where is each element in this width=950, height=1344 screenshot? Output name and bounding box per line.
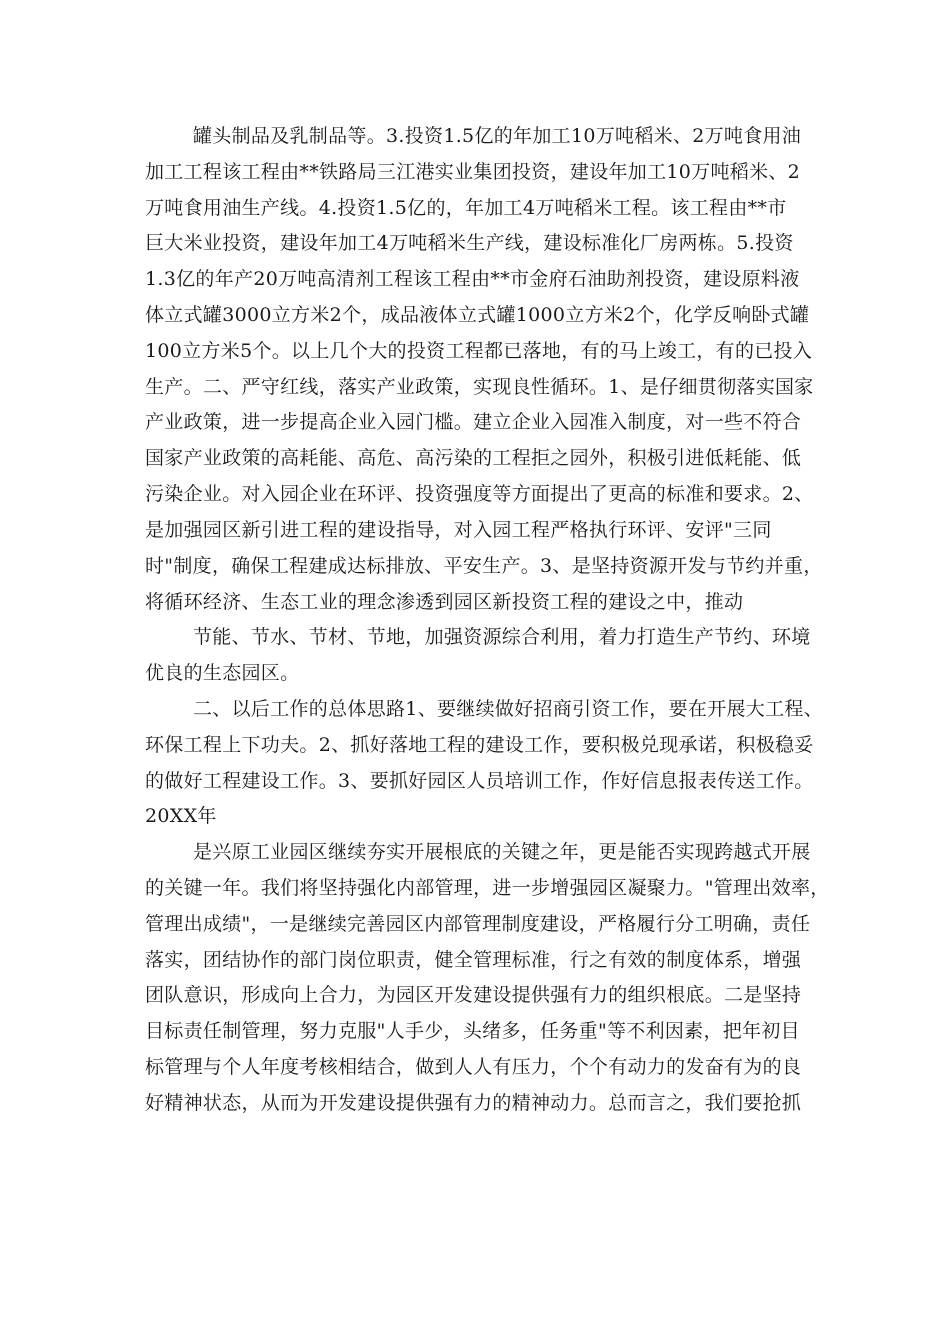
text-line: 是加强园区新引进工程的建设指导，对入园工程严格执行环评、安评"三同 bbox=[145, 519, 772, 541]
text-line: 标管理与个人年度考核相结合，做到人人有压力，个个有动力的发奋有为的良 bbox=[145, 1056, 802, 1078]
text-line: 20XX年 bbox=[145, 805, 217, 827]
text-line: 体立式罐3000立方米2个，成品液体立式罐1000立方米2个，化学反响卧式罐 bbox=[145, 304, 810, 326]
text-line: 产业政策，进一步提高企业入园门槛。建立企业入园准入制度，对一些不符合 bbox=[145, 411, 802, 433]
text-line: 团队意识，形成向上合力，为园区开发建设提供强有力的组织根底。二是坚持 bbox=[145, 984, 802, 1006]
text-line: 好精神状态，从而为开发建设提供强有力的精神动力。总而言之，我们要抢抓 bbox=[145, 1092, 802, 1114]
text-line: 目标责任制管理，努力克服"人手少，头绪多，任务重"等不利因素，把年初目 bbox=[145, 1020, 800, 1042]
text-line: 时"制度，确保工程建成达标排放、平安生产。3、是坚持资源开发与节约并重， bbox=[145, 555, 823, 577]
text-line: 环保工程上下功夫。2、抓好落地工程的建设工作，要积极兑现承诺，积极稳妥 bbox=[145, 734, 814, 756]
text-line: 节能、节水、节材、节地，加强资源综合利用，着力打造生产节约、环境 bbox=[193, 626, 811, 648]
text-line: 加工工程该工程由**铁路局三江港实业集团投资，建设年加工10万吨稻米、2 bbox=[145, 161, 801, 183]
text-line: 优良的生态园区。 bbox=[145, 662, 300, 684]
text-line: 落实，团结协作的部门岗位职责，健全管理标准，行之有效的制度体系，增强 bbox=[145, 949, 802, 971]
text-line: 100立方米5个。以上几个大的投资工程都已落地，有的马上竣工，有的已投入 bbox=[145, 340, 813, 362]
text-line: 是兴原工业园区继续夯实开展根底的关键之年，更是能否实现跨越式开展 bbox=[193, 841, 811, 863]
text-line: 罐头制品及乳制品等。3.投资1.5亿的年加工10万吨稻米、2万吨食用油 bbox=[193, 125, 802, 147]
text-line: 国家产业政策的高耗能、高危、高污染的工程拒之园外，积极引进低耗能、低 bbox=[145, 447, 802, 469]
text-line: 二、以后工作的总体思路1、要继续做好招商引资工作，要在开展大工程、 bbox=[193, 698, 823, 720]
text-line: 的关键一年。我们将坚持强化内部管理，进一步增强园区凝聚力。"管理出效率， bbox=[145, 877, 830, 899]
text-line: 生产。二、严守红线，落实产业政策，实现良性循环。1、是仔细贯彻落实国家 bbox=[145, 376, 814, 398]
text-line: 巨大米业投资，建设年加工4万吨稻米生产线，建设标准化厂房两栋。5.投资 bbox=[145, 232, 794, 254]
text-line: 污染企业。对入园企业在环评、投资强度等方面提出了更高的标准和要求。2、 bbox=[145, 483, 814, 505]
text-line: 的做好工程建设工作。3、要抓好园区人员培训工作，作好信息报表传送工作。 bbox=[145, 770, 814, 792]
text-line: 将循环经济、生态工业的理念渗透到园区新投资工程的建设之中，推动 bbox=[145, 591, 744, 613]
text-line: 万吨食用油生产线。4.投资1.5亿的，年加工4万吨稻米工程。该工程由**市 bbox=[145, 197, 787, 219]
text-line: 管理出成绩"，一是继续完善园区内部管理制度建设，严格履行分工明确，责任 bbox=[145, 913, 811, 935]
text-line: 1.3亿的年产20万吨高清剂工程该工程由**市金府石油助剂投资，建设原料液 bbox=[145, 268, 800, 290]
